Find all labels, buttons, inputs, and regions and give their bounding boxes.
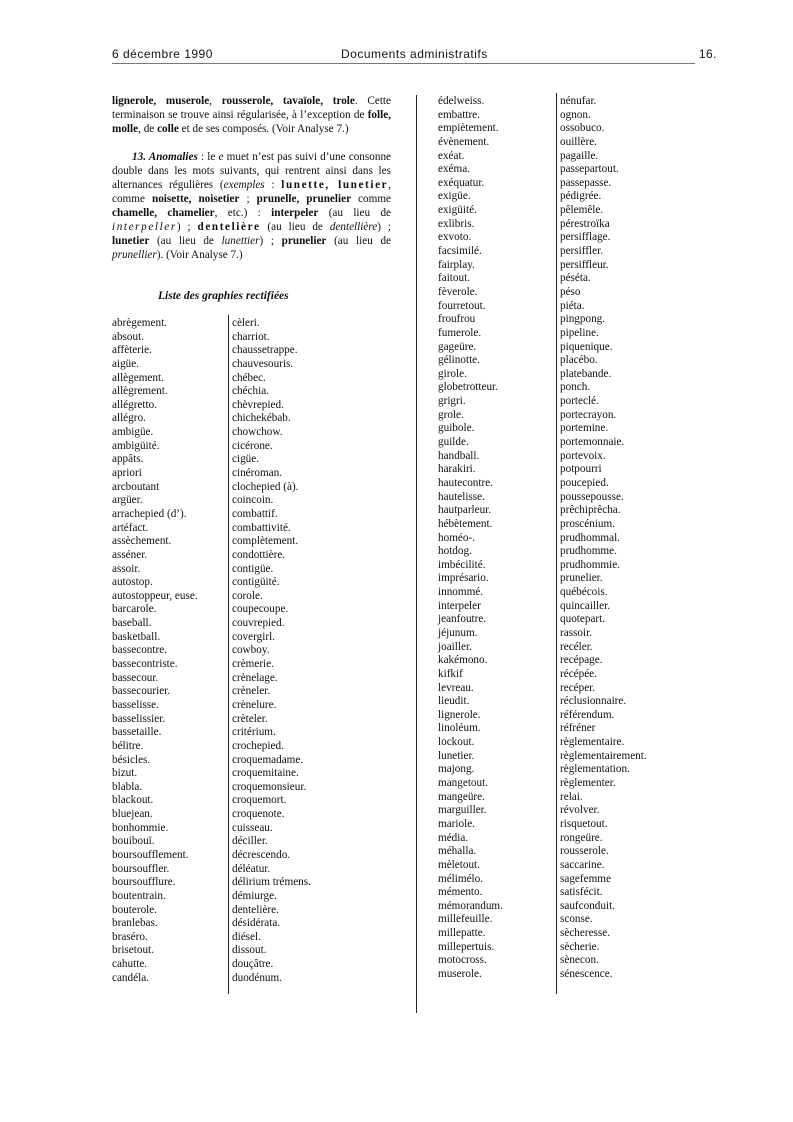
text-run: : le [197,151,219,163]
word-entry: évènement. [438,135,490,148]
word-entry: quincailler. [560,599,611,612]
word-entry: jéjunum. [438,626,478,639]
word-entry: croquemort. [232,794,287,807]
word-entry: girole. [438,367,467,380]
text-run: ; [239,193,257,205]
word-entry: douçâtre. [232,958,274,971]
word-entry: embattre. [438,108,480,121]
word-entry: boursoufflure. [112,876,176,889]
word-entry: croquemitaine. [232,767,299,780]
word-entry: pingpong. [560,313,606,326]
word-entry: coincoin. [232,494,274,507]
word-entry: millepertuis. [438,940,495,953]
word-entry: basselissier. [112,712,166,725]
word-entry: cigüe. [232,453,260,466]
word-entry: autostoppeur, euse. [112,589,198,602]
word-entry: cinéroman. [232,467,283,480]
word-entry: levreau. [438,681,474,694]
word-entry: déléatur. [232,862,271,875]
list-title: Liste des graphies rectifiées [158,290,289,302]
word-entry: assoir. [112,562,141,575]
word-entry: branlebas. [112,917,158,930]
word-entry: gageüre. [438,340,477,353]
word-entry: croquemonsieur. [232,780,307,793]
word-entry: prunelier. [560,572,603,585]
word-column-2 [232,317,311,985]
word-entry: clochepied (à). [232,480,299,493]
word-entry: sècheresse. [560,927,611,940]
bold-term: prunelle, prunelier [256,193,352,205]
word-entry: prudhommie. [560,558,620,571]
word-entry: autostop. [112,576,153,589]
word-entry: diésel. [232,930,261,943]
bold-term: dentelière [197,221,261,233]
word-entry: grigri. [438,395,466,408]
word-entry: cowboy. [232,644,270,657]
word-entry: imbécilité. [438,558,486,571]
word-entry: chèvrepied. [232,398,284,411]
word-entry: boutentrain. [112,889,166,902]
word-entry: assèchement. [112,535,172,548]
text-run: ) ; [259,235,282,247]
text-run: (au lieu de [149,235,222,247]
word-entry: contigüité. [232,576,280,589]
word-entry: saccarine. [560,858,605,871]
word-entry: portemonnaie. [560,436,625,449]
word-entry: règlementairement. [560,749,647,762]
word-entry: sècherie. [560,940,600,953]
bold-term: lignerole, muserole [112,95,210,107]
header-date: 6 décembre 1990 [112,47,213,61]
word-entry: motocross. [438,954,487,967]
word-entry: révolver. [560,804,600,817]
word-entry: kakémono. [438,654,488,667]
word-entry: bassecontre. [112,644,167,657]
word-column-3 [438,95,503,982]
word-entry: grole. [438,408,464,421]
word-entry: démiurge. [232,889,277,902]
word-entry: bizut. [112,767,138,780]
word-entry: cahutte. [112,958,148,971]
word-entry: interpeler [438,599,481,612]
word-entry: saufconduit. [560,899,615,912]
text-run: (au lieu de [326,235,392,247]
bold-term: interpeler [271,207,319,219]
word-entry: handball. [438,449,480,462]
word-entry: méhalla. [438,845,477,858]
text-run: , de [138,123,158,135]
word-entry: sconse. [560,913,593,926]
word-entry: couvrepied. [232,617,285,630]
text-run: ). (Voir Analyse 7.) [156,249,243,261]
word-entry: globetrotteur. [438,381,498,394]
word-entry: lunetier. [438,749,475,762]
word-entry: condottière. [232,548,286,561]
word-entry: pagaille. [560,149,599,162]
word-entry: persiffler. [560,245,603,258]
word-entry: lignerole. [438,708,481,721]
bold-term: prunelier [281,235,327,247]
bold-term: lunetier [112,235,150,247]
word-entry: édelweiss. [438,95,485,107]
word-entry: artéfact. [112,521,149,534]
word-entry: barcarole. [112,603,157,616]
word-entry: bouterole. [112,903,158,916]
word-entry: chaussetrappe. [232,344,298,357]
word-entry: mémorandum. [438,899,503,912]
word-entry: ognon. [560,108,591,121]
word-entry: poucepied. [560,476,609,489]
word-entry: nénufar. [560,95,597,107]
word-entry: rousserole. [560,845,609,858]
word-entry: recéper. [560,681,596,694]
word-entry: média. [438,831,469,844]
text-run: ) ; [176,221,198,233]
word-entry: ossobuco. [560,122,605,135]
word-entry: hautecontre. [438,476,493,489]
word-entry: blabla. [112,780,143,793]
word-entry: bassetaille. [112,726,162,739]
word-entry: basselisse. [112,698,159,711]
text-run: . Cette terminaison se trouve ainsi régularisée, à l’exception de [112,95,392,121]
word-entry: pédigrée. [560,190,602,203]
word-entry: guibole. [438,422,475,435]
word-entry: relai. [560,790,583,803]
word-entry: baseball. [112,617,152,630]
word-entry: dissout. [232,944,267,957]
word-entry: empiètement. [438,122,499,135]
word-entry: bassecour. [112,671,159,684]
word-entry: portevoix. [560,449,606,462]
text-run: : [264,179,282,191]
word-entry: mangeüre. [438,790,485,803]
word-entry: péséta. [560,272,591,285]
word-entry: sagefemme [560,872,611,885]
word-entry: mangetout. [438,777,489,790]
word-entry: péso [560,285,581,298]
word-entry: innommé. [438,586,484,599]
word-entry: réclusionnaire. [560,695,627,708]
word-entry: coupecoupe. [232,603,289,616]
header-page-number: 16. [698,47,717,61]
intro-text [112,94,391,262]
word-entry: prêchiprêcha. [560,504,621,517]
word-entry: corole. [232,589,263,602]
word-entry: sènecon. [560,954,599,967]
text-run: (au lieu de [318,207,392,219]
text-run: , comme [112,179,392,205]
word-entry: quotepart. [560,613,606,626]
word-entry: référendum. [560,708,615,721]
word-entry: piquenique. [560,340,613,353]
word-entry: boursoufflement. [112,848,189,861]
word-entry: mèletout. [438,858,480,871]
word-entry: asséner. [112,548,148,561]
word-entry: dentelière. [232,903,279,916]
word-entry: placébo. [560,354,598,367]
word-entry: cuisseau. [232,821,273,834]
word-entry: décrescendo. [232,848,291,861]
word-entry: cicérone. [232,439,273,452]
word-entry: bassecontriste. [112,658,178,671]
word-entry: satisfécit. [560,886,603,899]
word-entry: covergirl. [232,630,275,643]
word-entry: pérestroïka [560,217,610,230]
word-entry: homéo-. [438,531,475,544]
italic-text: prunellier [112,249,157,261]
word-entry: bluejean. [112,808,153,821]
word-entry: ambigüe. [112,426,154,439]
word-entry: persiffleur. [560,258,609,271]
word-entry: déciller. [232,835,268,848]
column-divider [556,93,557,994]
word-entry: charriot. [232,330,270,343]
word-entry: règlementaire. [560,736,625,749]
bold-term: rousserole, tavaïole, trole [221,95,355,107]
word-entry: fourretout. [438,299,486,312]
word-entry: persifflage. [560,231,611,244]
word-entry: bassecourier. [112,685,171,698]
word-column-4 [560,95,647,982]
word-column-1 [112,317,198,985]
word-entry: règlementation. [560,763,630,776]
word-entry: combattivité. [232,521,291,534]
word-entry: délirium trémens. [232,876,311,889]
word-entry: duodénum. [232,971,283,984]
word-entry: rassoir. [560,626,593,639]
column-divider [228,315,229,994]
word-entry: abrègement. [112,317,167,329]
word-entry: allégro. [112,412,146,425]
word-entry: recépage. [560,654,603,667]
word-entry: mémento. [438,886,483,899]
word-entry: piéta. [560,299,585,312]
word-entry: absout. [112,330,145,343]
word-entry: crènelage. [232,671,278,684]
word-entry: apriori [112,467,142,480]
word-entry: québécois. [560,586,608,599]
bold-term: folle, molle [112,109,391,135]
word-entry: bélitre. [112,739,144,752]
word-entry: crèneler. [232,685,271,698]
word-entry: exvoto. [438,231,472,244]
word-entry: pêlemêle. [560,204,604,217]
word-entry: poussepousse. [560,490,624,503]
word-entry: récépée. [560,667,597,680]
bold-term: colle [157,123,179,135]
italic-text: interpeller [112,221,177,233]
text-run: (au lieu de [260,221,330,233]
word-entry: crèmerie. [232,658,274,671]
word-entry: rongeüre. [560,831,603,844]
word-entry: recéler. [560,640,593,653]
word-entry: braséro. [112,930,148,943]
word-entry: crochepied. [232,739,284,752]
word-entry: lieudit. [438,695,470,708]
word-entry: hautparleur. [438,504,492,517]
word-entry: sénescence. [560,968,613,980]
word-entry: exlibris. [438,217,475,230]
word-entry: risquetout. [560,817,608,830]
word-entry: lockout. [438,736,475,749]
word-entry: allègement. [112,371,164,384]
word-entry: désidérata. [232,917,281,930]
word-entry: kifkif [438,667,463,680]
word-entry: allégretto. [112,398,158,411]
word-entry: aigüe. [112,357,140,370]
word-entry: combattif. [232,507,278,520]
word-entry: boursouffler. [112,862,170,875]
word-entry: potpourri [560,463,602,476]
word-entry: croquenote. [232,808,285,821]
word-entry: ponch. [560,381,591,394]
paragraph-terminaison [112,94,391,136]
word-entry: hébètement. [438,517,493,530]
word-entry: allègrement. [112,385,168,398]
word-entry: joailler. [438,640,472,653]
word-entry: crèteler. [232,712,268,725]
word-entry: ambigüité. [112,439,160,452]
word-entry: guilde. [438,436,469,449]
word-entry: basketball. [112,630,161,643]
word-entry: facsimilé. [438,245,482,258]
word-entry: affèterie. [112,344,152,357]
word-entry: passepasse. [560,176,612,189]
word-entry: froufrou [438,313,476,326]
bold-term: chamelle, chamelier [112,207,215,219]
word-entry: imprésario. [438,572,489,585]
bold-term: noisette, noisetier [151,193,240,205]
text-run: et de ses composés. (Voir Analyse 7.) [178,123,349,135]
word-entry: chowchow. [232,426,283,439]
word-entry: bésicles. [112,753,151,766]
word-entry: fairplay. [438,258,475,271]
word-entry: chauvesouris. [232,357,294,370]
word-entry: chéchia. [232,385,269,398]
word-entry: fèverole. [438,285,478,298]
word-entry: harakiri. [438,463,476,476]
word-entry: bonhommie. [112,821,169,834]
word-entry: croquemadame. [232,753,304,766]
word-entry: réfréner [560,722,596,735]
word-entry: fumerole. [438,326,482,339]
word-entry: porteclé. [560,395,599,408]
word-entry: passepartout. [560,163,619,176]
text-run: muet n’est pas suivi d’une consonne double dans les mots suivants, qui rentrent ainsi dans les alternances régulières ( [112,151,391,191]
word-entry: règlementer. [560,777,616,790]
word-entry: candéla. [112,971,149,984]
word-entry: linoléum. [438,722,481,735]
word-entry: hautelisse. [438,490,485,503]
word-entry: prudhommal. [560,531,620,544]
word-entry: muserole. [438,968,482,980]
paragraph-anomalies [112,150,391,262]
word-entry: pipeline. [560,326,599,339]
word-entry: complètement. [232,535,299,548]
word-entry: marguiller. [438,804,487,817]
word-entry: ouillère. [560,135,597,148]
word-entry: critérium. [232,726,276,739]
word-entry: crènelure. [232,698,277,711]
word-entry: brisetout. [112,944,154,957]
word-entry: mélimélo. [438,872,484,885]
word-entry: millepatte. [438,927,486,940]
word-entry: gélinotte. [438,354,480,367]
word-entry: portemine. [560,422,609,435]
word-entry: faitout. [438,272,471,285]
bold-term: lunette, lunetier [281,179,389,191]
word-entry: exigüité. [438,204,477,217]
word-entry: arcboutant [112,480,160,493]
header-title: Documents administratifs [341,47,488,61]
page-column-rule [416,95,417,1013]
text-run: ) ; [377,221,391,233]
italic-text: e [218,151,224,163]
word-entry: platebande. [560,367,612,380]
word-entry: exigüe. [438,190,471,203]
text-run: , [209,95,222,107]
word-entry: argüer. [112,494,143,507]
italic-text: exemples [223,179,265,191]
word-entry: blackout. [112,794,154,807]
bold-term: 13. Anomalies [132,151,198,163]
word-entry: prudhomme. [560,545,617,558]
word-entry: exéat. [438,149,465,162]
word-entry: hotdog. [438,545,472,558]
word-entry: millefeuille. [438,913,493,926]
word-entry: appâts. [112,453,144,466]
word-entry: chichekébab. [232,412,291,425]
word-entry: portecrayon. [560,408,617,421]
word-entry: proscénium. [560,517,615,530]
text-run: , etc.) : [214,207,272,219]
word-entry: contigüe. [232,562,274,575]
word-entry: majong. [438,763,475,776]
word-entry: cèleri. [232,317,260,329]
text-run: comme [351,193,391,205]
word-entry: bouibouï. [112,835,155,848]
word-entry: exéquatur. [438,176,485,189]
page-header [112,47,717,64]
word-entry: arrachepied (d’). [112,507,187,520]
italic-text: lunettier [221,235,260,247]
word-entry: chébec. [232,371,266,384]
italic-text: dentellière [329,221,378,233]
word-entry: exéma. [438,163,470,176]
word-entry: mariole. [438,817,475,830]
word-entry: jeanfoutre. [438,613,487,626]
